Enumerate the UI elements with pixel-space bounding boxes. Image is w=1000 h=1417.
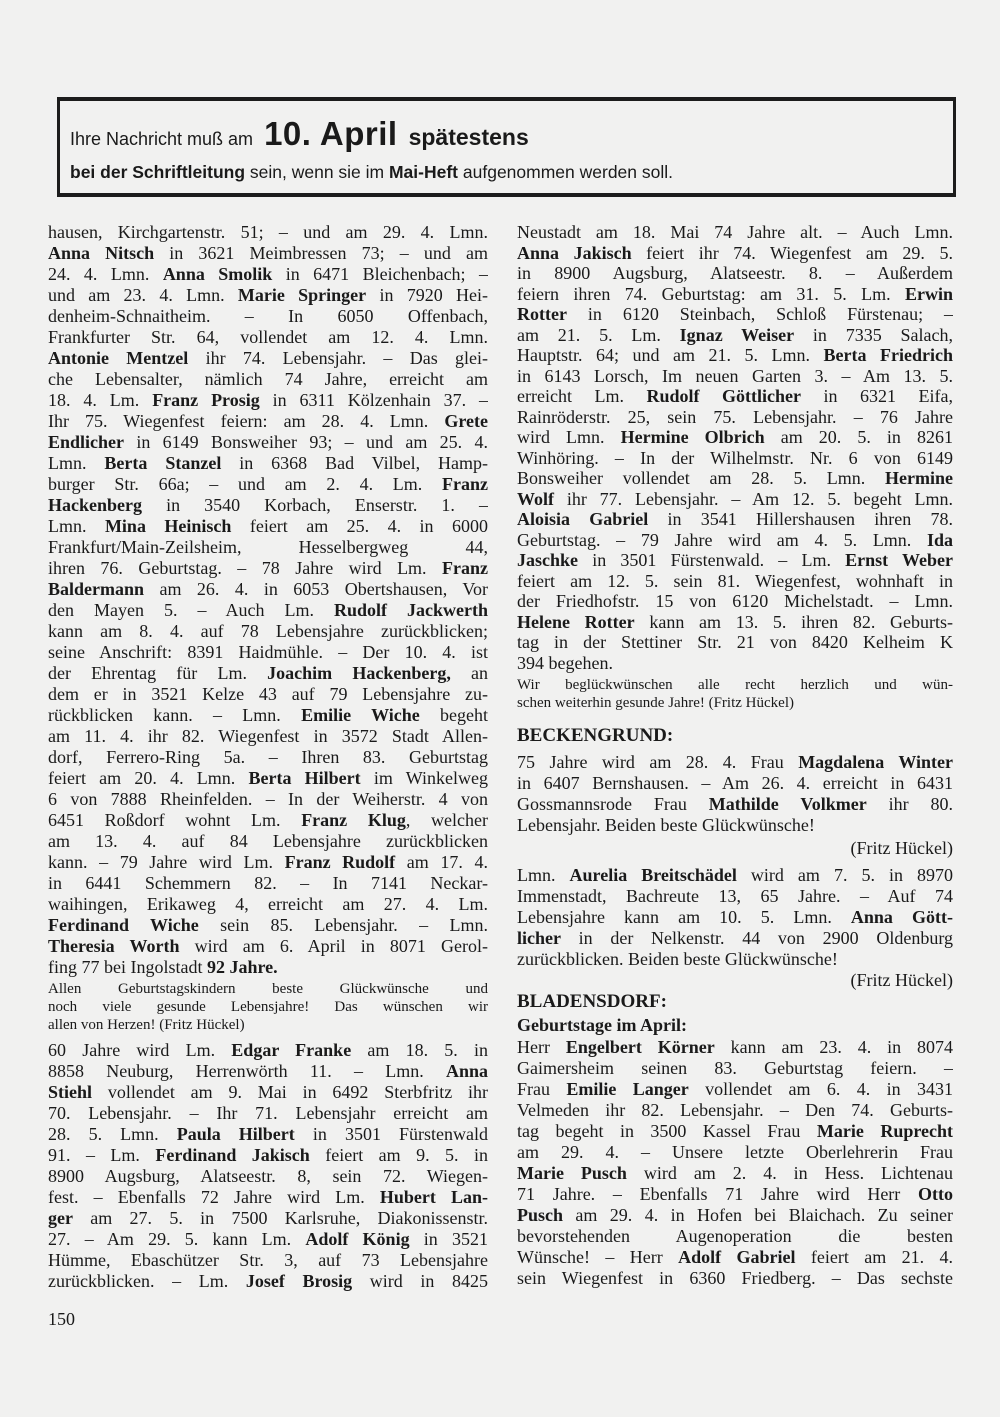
text-line [48, 980, 488, 998]
person-name: Anna Smolik [162, 264, 273, 284]
text-run: rückblicken kann. – Lmn. [48, 705, 302, 725]
text-line [48, 873, 488, 894]
text-line [48, 894, 488, 915]
text-run: in 6321 Eifa, [800, 386, 953, 406]
person-name: Adolf König [305, 1229, 410, 1249]
text-line [48, 1124, 488, 1145]
person-name: Otto [918, 1184, 953, 1204]
person-name: Hermine Olbrich [620, 427, 765, 447]
person-name: Ignaz Weiser [679, 324, 795, 345]
person-name: Rotter [517, 304, 567, 324]
text-run: kann am 23. 4. in 8074 [714, 1037, 953, 1057]
text-line [517, 304, 953, 325]
text-line [48, 1250, 488, 1271]
text-run: waihingen, Erikaweg 4, erreicht am 27. 4. Lm. [48, 894, 488, 914]
text-run: in 6120 Steinbach, Schloß Fürstenau; – [566, 304, 953, 324]
text-line [48, 768, 488, 789]
text-run: 8900 Augsburg, Alatseestr. 8, sein 72. Wiegen- [48, 1166, 488, 1186]
text-run: in 3501 Fürstenwald. – Lm. [578, 550, 846, 570]
text-run: 70. Lebensjahr. – Ihr 71. Lebensjahr erreicht am [48, 1103, 488, 1123]
text-run: 24. 4. Lmn. [48, 264, 163, 284]
text-run: ihren 76. Geburtstag. – 78 Jahre wird Lm. [48, 558, 443, 578]
text-run: Allen Geburtstagskindern beste Glückwünsche und [48, 981, 488, 997]
text-line [48, 1208, 488, 1229]
text-line [48, 1040, 488, 1061]
person-name: Endlicher [48, 432, 125, 452]
text-run: Immenstadt, Bachreute 13, 65 Jahre. – Auf 74 [517, 886, 953, 906]
text-run: tag begeht in 3500 Kassel Frau [517, 1121, 817, 1141]
text-line [48, 537, 488, 558]
text-line [517, 222, 953, 243]
text-line [517, 366, 953, 387]
text-line [48, 1229, 488, 1250]
text-run: in 3540 Korbach, Enserstr. 1. – [142, 495, 488, 515]
text-run: dorf, Ferrero-Ring 5a. – Ihren 83. Geburtstag [48, 747, 488, 767]
text-line [517, 694, 953, 712]
text-run: 60 Jahre wird Lm. [48, 1040, 232, 1060]
text-run: am 29. 4. in Hofen bei Blaichach. Zu seiner [563, 1205, 953, 1225]
text-line [517, 1100, 953, 1121]
text-line [517, 794, 953, 815]
person-name: Rudolf Jackwerth [334, 600, 488, 620]
text-run: feiert am 21. 4. [795, 1247, 953, 1267]
text-run: kann. – 79 Jahre wird Lm. [48, 852, 285, 872]
text-run: wird Lmn. [517, 427, 621, 447]
text-run: seine Anschrift: 8391 Haidmühle. – Der 10. 4. ist [48, 642, 488, 662]
text-run: begeht [419, 705, 488, 725]
text-run: 6451 Roßdorf wohnt Lm. [48, 810, 302, 830]
text-line [517, 489, 953, 510]
person-name: Ferdinand Wiche [48, 915, 199, 935]
text-line [48, 663, 488, 684]
text-line [48, 369, 488, 390]
text-run: Gaimersheim seinen 83. Geburtstag feiern. – [517, 1058, 953, 1078]
text-line [517, 1079, 953, 1100]
text-run: in 6441 Schemmern 82. – In 7141 Neckar- [48, 873, 488, 893]
text-run: Rainröderstr. 25, sein 75. Lebensjahr. – 76 Jahre [517, 406, 953, 427]
deadline-notice-box [57, 97, 956, 197]
text-line [48, 390, 488, 411]
notice-bold-2: Mai-Heft [388, 162, 459, 182]
right-paragraph-1 [517, 222, 953, 673]
text-run: feiert am 25. 4. in 6000 [231, 516, 488, 536]
person-name: Grete [444, 411, 488, 431]
text-run: Lmn. [517, 865, 570, 885]
text-run: , welcher [405, 810, 488, 830]
text-line [48, 516, 488, 537]
person-name: Ida [926, 529, 953, 550]
text-line [517, 773, 953, 794]
text-line [48, 348, 488, 369]
notice-line-1 [70, 115, 529, 153]
text-run: Lebensjahre kann am 10. 5. Lmn. [517, 907, 851, 927]
text-line [48, 1016, 488, 1034]
left-paragraph-2 [48, 1040, 488, 1292]
subheading-april: Geburtstage im April: [517, 1015, 687, 1035]
person-name: licher [517, 928, 561, 948]
text-run: in 7335 Salach, [794, 324, 953, 345]
text-run: Wünsche! – Herr [517, 1247, 679, 1267]
notice-line-2 [70, 162, 673, 183]
text-run: 6 von 7888 Rheinfelden. – In der Weiherstr. 4 von [48, 789, 488, 809]
text-line [517, 571, 953, 592]
text-run: in der Nelkenstr. 44 von 2900 Oldenburg [560, 928, 953, 948]
text-line [517, 1247, 953, 1268]
text-line [48, 936, 488, 957]
text-line [517, 928, 953, 949]
text-line [48, 957, 488, 978]
text-run: 75 Jahre wird am 28. 4. Frau [517, 752, 799, 772]
text-line [517, 815, 953, 836]
notice-bold-1: bei der Schriftleitung [70, 162, 246, 182]
text-line [48, 852, 488, 873]
text-run: zurückblicken. – Lm. [48, 1271, 246, 1291]
section-heading-bladensdorf: BLADENSDORF: [517, 991, 667, 1012]
text-line [517, 427, 953, 448]
text-run: ihr 77. Lebensjahr. – Am 12. 5. begeht Lmn. [554, 488, 953, 509]
text-line [517, 386, 953, 407]
text-run: 18. 4. Lm. [48, 390, 153, 410]
person-name: Hermine [885, 468, 953, 488]
text-line [517, 907, 953, 928]
text-line [48, 600, 488, 621]
text-run: hausen, Kirchgartenstr. 51; – und am 29. 4. Lmn. [48, 222, 488, 242]
text-line [517, 1268, 953, 1289]
person-name: Edgar Franke [231, 1040, 352, 1060]
text-run: noch viele gesunde Lebensjahre! Das wünschen wir [48, 999, 488, 1015]
text-line [517, 886, 953, 907]
text-run: kann am 13. 5. ihren 82. Geburts- [634, 611, 953, 632]
text-line [48, 705, 488, 726]
text-run: am 17. 4. [395, 852, 488, 872]
person-name: Stiehl [48, 1082, 93, 1102]
text-line [48, 789, 488, 810]
text-run: in 6407 Bernshausen. – Am 26. 4. erreicht in 6431 [517, 773, 953, 793]
text-line [517, 752, 953, 773]
text-run: che Lebensalter, nämlich 74 Jahre, erreicht am [48, 369, 488, 389]
text-run: 91. – Lm. [48, 1145, 156, 1165]
text-line [48, 264, 488, 285]
text-run: am 11. 4. ihr 82. Wiegenfest in 3572 Stadt Allen- [48, 726, 488, 746]
notice-text-2: aufgenommen werden soll. [458, 162, 673, 182]
text-line [517, 325, 953, 346]
person-name: Rudolf Göttlicher [646, 386, 801, 406]
person-name: Wolf [517, 488, 555, 509]
person-name: Helene Rotter [517, 611, 635, 632]
text-run: bevorstehenden Augenoperation die besten [517, 1226, 953, 1246]
signature-2: (Fritz Hückel) [850, 970, 953, 990]
text-run: in 6368 Bad Vilbel, Hamp- [221, 453, 488, 473]
text-run: in 6471 Bleichenbach; – [272, 264, 488, 284]
text-line [517, 1121, 953, 1142]
text-line [517, 407, 953, 428]
person-name: Berta Stanzel [104, 453, 222, 473]
text-run: Velmeden ihr 82. Lebensjahr. – Den 74. Geburts- [517, 1100, 953, 1120]
text-run: feiern ihren 74. Geburtstag: am 31. 5. Lm. [517, 283, 905, 304]
text-run: 28. 5. Lmn. [48, 1124, 177, 1144]
text-run: feiert am 9. 5. in [309, 1145, 488, 1165]
text-run: und am 23. 4. Lmn. [48, 285, 238, 305]
text-line [48, 1061, 488, 1082]
left-paragraph-1 [48, 222, 488, 978]
text-run: Frankfurter Str. 64, vollendet am 12. 4. Lmn. [48, 327, 488, 347]
text-run: Herr [517, 1037, 566, 1057]
person-name: Aloisia Gabriel [517, 509, 649, 529]
person-name: Franz Prosig [152, 390, 260, 410]
text-line [48, 327, 488, 348]
text-run: in 6311 Kölzenhain 37. – [259, 390, 488, 410]
text-line [48, 684, 488, 705]
text-run: in 6143 Lorsch, Im neuen Garten 3. – Am 13. 5. [517, 365, 953, 386]
text-line [48, 432, 488, 453]
text-line [517, 1163, 953, 1184]
text-line [48, 495, 488, 516]
person-name: Franz [442, 474, 488, 494]
text-line [48, 621, 488, 642]
text-line [517, 949, 953, 970]
person-name: Emilie Wiche [301, 705, 420, 725]
person-name: Anna Nitsch [48, 243, 155, 263]
text-run: dem er in 3521 Kelze 43 auf 79 Lebensjahre zu- [48, 684, 488, 704]
person-name: Anna Gött- [850, 907, 953, 927]
person-name: Magdalena Winter [798, 752, 953, 772]
text-run: Wir beglückwünschen alle recht herzlich und wün- [517, 677, 953, 693]
text-run: in 8900 Augsburg, Alatseestr. 8. – Außerdem [517, 263, 953, 283]
text-run: vollendet am 9. Mai in 6492 Sterbfritz ihr [92, 1082, 488, 1102]
person-name: Marie Springer [237, 285, 367, 305]
text-run: vollendet am 6. 4. in 3431 [688, 1079, 953, 1099]
text-line [48, 411, 488, 432]
person-name: Hubert Lan- [379, 1187, 488, 1207]
person-name: Mathilde Volkmer [708, 794, 867, 814]
text-run: am 18. 5. in [351, 1040, 488, 1060]
text-run: der Friedhofstr. 15 von 6120 Michelstadt. – Lmn. [517, 591, 953, 611]
text-line [517, 509, 953, 530]
text-run: Lebensjahr. Beiden beste Glückwünsche! [517, 815, 815, 835]
text-line [48, 726, 488, 747]
text-line [48, 1187, 488, 1208]
signature-1: (Fritz Hückel) [850, 838, 953, 858]
text-run: feiert ihr 74. Wiegenfest am 29. 5. [631, 242, 953, 263]
text-line [48, 1166, 488, 1187]
person-name: Berta Friedrich [823, 345, 953, 365]
text-line [48, 747, 488, 768]
left-closing-note [48, 980, 488, 1034]
person-name: Ferdinand Jakisch [155, 1145, 310, 1165]
text-line [517, 1037, 953, 1058]
text-run: Frau [517, 1079, 567, 1099]
notice-prefix: Ihre Nachricht muß am [70, 129, 254, 149]
text-run: fing 77 bei Ingolstadt [48, 957, 207, 977]
text-run: Lmn. [48, 516, 105, 536]
notice-text-1: sein, wenn sie im [245, 162, 389, 182]
text-run: fest. – Ebenfalls 72 Jahre wird Lm. [48, 1187, 380, 1207]
text-run: am 21. 5. Lm. [517, 324, 680, 345]
person-name: Josef Brosig [245, 1271, 353, 1291]
person-name: Engelbert Körner [565, 1037, 715, 1057]
person-name: 92 Jahre. [206, 957, 278, 977]
notice-suffix: spätestens [408, 124, 529, 150]
text-run: Bonsweiher vollendet am 28. 5. Lmn. [517, 468, 886, 488]
text-run: in 7920 Hei- [366, 285, 488, 305]
text-line [517, 1205, 953, 1226]
text-line [517, 1184, 953, 1205]
text-run: Winhöring. – In der Wilhelmstr. Nr. 6 von 6149 [517, 447, 953, 468]
text-line [48, 222, 488, 243]
text-run: feiert am 20. 4. Lmn. [48, 768, 249, 788]
person-name: Antonie Mentzel [48, 348, 189, 368]
text-run: am 27. 5. in 7500 Karlsruhe, Diakonissenstr. [72, 1208, 488, 1228]
text-line [48, 285, 488, 306]
bladensdorf-paragraph [517, 1037, 953, 1289]
beckengrund-paragraph-2 [517, 865, 953, 970]
text-run: Ihr 75. Wiegenfest feiern: am 28. 4. Lmn. [48, 411, 445, 431]
text-run: Neustadt am 18. Mai 74 Jahre alt. – Auch Lmn. [517, 222, 953, 242]
text-run: burger Str. 66a; – und am 2. 4. Lm. [48, 474, 443, 494]
person-name: Franz [442, 558, 488, 578]
text-line [48, 453, 488, 474]
text-run: 8858 Neuburg, Herrenwörth 11. – Lmn. [48, 1061, 446, 1081]
text-run: allen von Herzen! (Fritz Hückel) [48, 1017, 245, 1033]
text-run: 394 begehen. [517, 652, 613, 673]
text-run: 27. – Am 29. 5. kann Lm. [48, 1229, 306, 1249]
text-run: sein 85. Lebensjahr. – Lmn. [198, 915, 488, 935]
text-run: wird in 8425 [352, 1271, 488, 1291]
text-run: 71 Jahre. – Ebenfalls 71 Jahre wird Herr [517, 1184, 918, 1204]
person-name: Joachim Hackenberg, [267, 663, 451, 683]
text-line [48, 998, 488, 1016]
text-run: Lmn. [48, 453, 105, 473]
text-run: den Mayen 5. – Auch Lm. [48, 600, 334, 620]
text-line [517, 632, 953, 653]
text-line [517, 1058, 953, 1079]
text-line [48, 243, 488, 264]
text-line [517, 612, 953, 633]
person-name: Erwin [904, 283, 953, 304]
text-run: erreicht Lm. [517, 386, 647, 406]
text-run: denheim-Schnaitheim. – In 6050 Offenbach, [48, 306, 488, 326]
person-name: Anna Jakisch [517, 242, 632, 263]
text-line [48, 1271, 488, 1292]
text-run: wird am 7. 5. in 8970 [736, 865, 953, 885]
text-run: am 26. 4. in 6053 Obertshausen, Vor [144, 579, 488, 599]
person-name: Adolf Gabriel [678, 1247, 796, 1267]
text-line [48, 306, 488, 327]
person-name: Anna [445, 1061, 488, 1081]
text-line [517, 676, 953, 694]
text-line [48, 1145, 488, 1166]
text-run: in 3541 Hillershausen ihren 78. [648, 509, 953, 529]
text-line [48, 915, 488, 936]
person-name: Hackenberg [48, 495, 142, 515]
text-run: in 6149 Bonsweiher 93; – und am 25. 4. [124, 432, 488, 452]
person-name: Emilie Langer [566, 1079, 689, 1099]
person-name: ger [48, 1208, 73, 1228]
person-name: Paula Hilbert [176, 1124, 295, 1144]
section-heading-beckengrund: BECKENGRUND: [517, 725, 674, 746]
text-run: zurückblicken. Beiden beste Glückwünsche! [517, 949, 838, 969]
text-run: am 29. 4. – Unsere letzte Oberlehrerin Frau [517, 1142, 953, 1162]
text-line [517, 345, 953, 366]
text-run: am 13. 4. auf 84 Lebensjahre zurückblicken [48, 831, 488, 851]
text-line [517, 865, 953, 886]
text-line [517, 448, 953, 469]
text-run: tag in der Stettiner Str. 21 von 8420 Kelheim K [517, 632, 953, 652]
text-line [48, 831, 488, 852]
person-name: Jaschke [517, 550, 579, 570]
person-name: Aurelia Breitschädel [569, 865, 737, 885]
text-line [517, 1226, 953, 1247]
person-name: Marie Pusch [517, 1163, 627, 1183]
text-line [48, 474, 488, 495]
text-line [48, 579, 488, 600]
text-line [517, 243, 953, 264]
text-run: schen weiterhin gesunde Jahre! (Fritz Hückel) [517, 695, 794, 711]
text-line [517, 550, 953, 571]
text-line [517, 263, 953, 284]
person-name: Berta Hilbert [248, 768, 361, 788]
text-run: Hümme, Ebaschützer Str. 3, auf 73 Lebensjahre [48, 1250, 488, 1270]
beckengrund-paragraph-1 [517, 752, 953, 836]
notice-deadline: 10. April [264, 115, 398, 152]
text-line [48, 642, 488, 663]
text-run: im Winkelweg [360, 768, 488, 788]
text-line [48, 1082, 488, 1103]
text-line [517, 284, 953, 305]
page-number: 150 [48, 1309, 75, 1329]
text-line [517, 653, 953, 674]
text-line [517, 530, 953, 551]
text-run: wird am 2. 4. in Hess. Lichtenau [626, 1163, 953, 1183]
person-name: Marie Ruprecht [816, 1121, 953, 1141]
text-run: wird am 6. April in 8071 Gerol- [179, 936, 488, 956]
text-run: am 20. 5. in 8261 [764, 427, 953, 447]
text-line [517, 591, 953, 612]
person-name: Franz Rudolf [284, 852, 396, 872]
person-name: Mina Heinisch [104, 516, 232, 536]
text-run: Geburtstag. – 79 Jahre wird am 4. 5. Lmn. [517, 529, 927, 550]
text-run: Hauptstr. 64; und am 21. 5. Lmn. [517, 345, 824, 365]
person-name: Theresia Worth [48, 936, 180, 956]
text-line [48, 810, 488, 831]
text-run: ihr 74. Lebensjahr. – Das glei- [188, 348, 488, 368]
text-run: an [450, 663, 488, 683]
text-run: in 3521 [409, 1229, 488, 1249]
text-run: in 3501 Fürstenwald [294, 1124, 488, 1144]
text-run: in 3621 Meimbressen 73; – und am [154, 243, 488, 263]
text-run: kann am 8. 4. auf 78 Lebensjahre zurückblicken; [48, 621, 488, 641]
text-line [48, 558, 488, 579]
text-run: Frankfurt/Main-Zeilsheim, Hesselbergweg 44, [48, 537, 488, 557]
text-line [517, 1142, 953, 1163]
person-name: Franz Klug [301, 810, 406, 830]
person-name: Ernst Weber [845, 550, 953, 570]
person-name: Pusch [517, 1205, 564, 1225]
text-run: sein Wiegenfest in 6360 Friedberg. – Das sechste [517, 1268, 953, 1288]
text-run: Gossmannsrode Frau [517, 794, 709, 814]
right-closing-note [517, 676, 953, 712]
text-line [48, 1103, 488, 1124]
text-run: ihr 80. [866, 794, 953, 814]
text-line [517, 468, 953, 489]
text-run: der Ehrentag für Lm. [48, 663, 268, 683]
person-name: Baldermann [48, 579, 145, 599]
text-run: feiert am 12. 5. sein 81. Wiegenfest, wohnhaft in [517, 570, 953, 591]
